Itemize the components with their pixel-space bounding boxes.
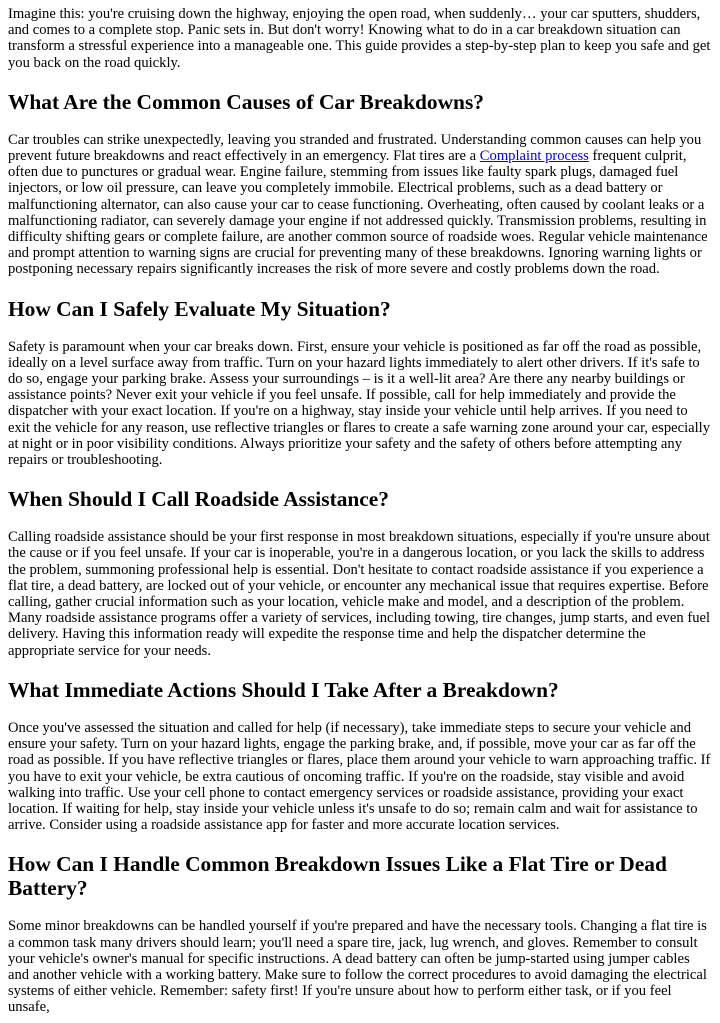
- section-paragraph-immediate-actions: Once you've assessed the situation and called for help (if necessary), take immediate steps to secure your vehicle and ensure your safety. Turn on your hazard lights, engage the parking brake, and, if possible, move your car as far off the road as possible. If you have reflective triangles or flares, place them around your vehicle to warn approaching traffic. If you have to exit your vehicle, be extra cautious of oncoming traffic. If you're on the roadside, stay visible and avoid walking into traffic. Use your cell phone to contact emergency services or roadside assistance, providing your exact location. If waiting for help, stay inside your vehicle unless it's unsafe to do so; remain calm and wait for assistance to arrive. Consider using a roadside assistance app for faster and more accurate location services.: [8, 719, 711, 834]
- complaint-process-link[interactable]: Complaint process: [479, 148, 589, 165]
- section-paragraph-evaluate: Safety is paramount when your car breaks down. First, ensure your vehicle is positioned as far off the road as possible, ideally on a level surface away from traffic. Turn on your hazard lights immediately to alert other drivers. If it's safe to do so, engage your parking brake. Assess your surroundings – is it a well-lit area? Are there any nearby buildings or assistance points? Never exit your vehicle if you feel unsafe. If possible, call for help immediately and provide the dispatcher with your exact location. If you're on a highway, stay inside your vehicle until help arrives. If you need to exit the vehicle for any reason, use reflective triangles or flares to create a safe warning zone around your car, especially at night or in poor visibility conditions. Always prioritize your safety and the safety of others before attempting any repairs or troubleshooting.: [8, 338, 711, 469]
- section-heading-roadside: When Should I Call Roadside Assistance?: [8, 487, 389, 512]
- paragraph-text: frequent culprit, often due to punctures or gradual wear. Engine failure, stemming from issues like faulty spark plugs, damaged fuel injectors, or low oil pressure, can leave you completely immobile. Electrical problems, such as a dead battery or malfunctioning alternator, can also cause your car to cease functioning. Overheating, often caused by coolant leaks or a malfunctioning radiator, can severely damage your engine if not addressed quickly. Transmission problems, resulting in difficulty shifting gears or complete failure, are another common source of roadside woes. Regular vehicle maintenance and prompt attention to warning signs are crucial for preventing many of these breakdowns. Ignoring warning lights or postponing necessary repairs significantly increases the risk of more severe and costly problems down the road.: [8, 148, 708, 278]
- intro-paragraph: Imagine this: you're cruising down the highway, enjoying the open road, when suddenly… your car sputters, shudders, and comes to a complete stop. Panic sets in. But don't worry! Knowing what to do in a car breakdown situation can transform a stressful experience into a manageable one. This guide provides a step-by-step plan to keep you safe and get you back on the road quickly.: [8, 6, 711, 71]
- section-paragraph-roadside: Calling roadside assistance should be your first response in most breakdown situations, especially if you're unsure about the cause or if you feel unsafe. If your car is inoperable, you're in a dangerous location, or you lack the skills to address the problem, summoning professional help is essential. Don't hesitate to contact roadside assistance if you experience a flat tire, a dead battery, are locked out of your vehicle, or encounter any mechanical issue that requires expertise. Before calling, gather crucial information such as your location, vehicle make and model, and a description of the problem. Many roadside assistance programs offer a variety of services, including towing, tire changes, jump starts, and even fuel delivery. Having this information ready will expedite the response time and help the dispatcher determine the appropriate service for your needs.: [8, 529, 711, 659]
- section-heading-common-issues: How Can I Handle Common Breakdown Issues Like a Flat Tire or Dead Battery?: [8, 852, 667, 901]
- section-paragraph-causes: [8, 132, 712, 278]
- section-paragraph-common-issues: Some minor breakdowns can be handled yourself if you're prepared and have the necessary tools. Changing a flat tire is a common task many drivers should learn; you'll need a spare tire, jack, lug wrench, and gloves. Remember to consult your vehicle's owner's manual for specific instructions. A dead battery can often be jump-started using jumper cables and another vehicle with a working battery. Make sure to follow the correct procedures to avoid damaging the electrical systems of either vehicle. Remember: safety first! If you're unsure about how to perform either task, or if you feel unsafe,: [8, 918, 707, 1016]
- paragraph-text: Car troubles can strike unexpectedly, leaving you stranded and frustrated. Understanding common causes can help you prevent future breakdowns and react effectively in an emergency. Flat tires are a: [8, 131, 702, 165]
- section-heading-causes: What Are the Common Causes of Car Breakdowns?: [8, 89, 484, 114]
- section-heading-immediate-actions: What Immediate Actions Should I Take After a Breakdown?: [8, 677, 559, 702]
- article: [0, 6, 720, 1016]
- section-heading-evaluate: How Can I Safely Evaluate My Situation?: [8, 296, 391, 321]
